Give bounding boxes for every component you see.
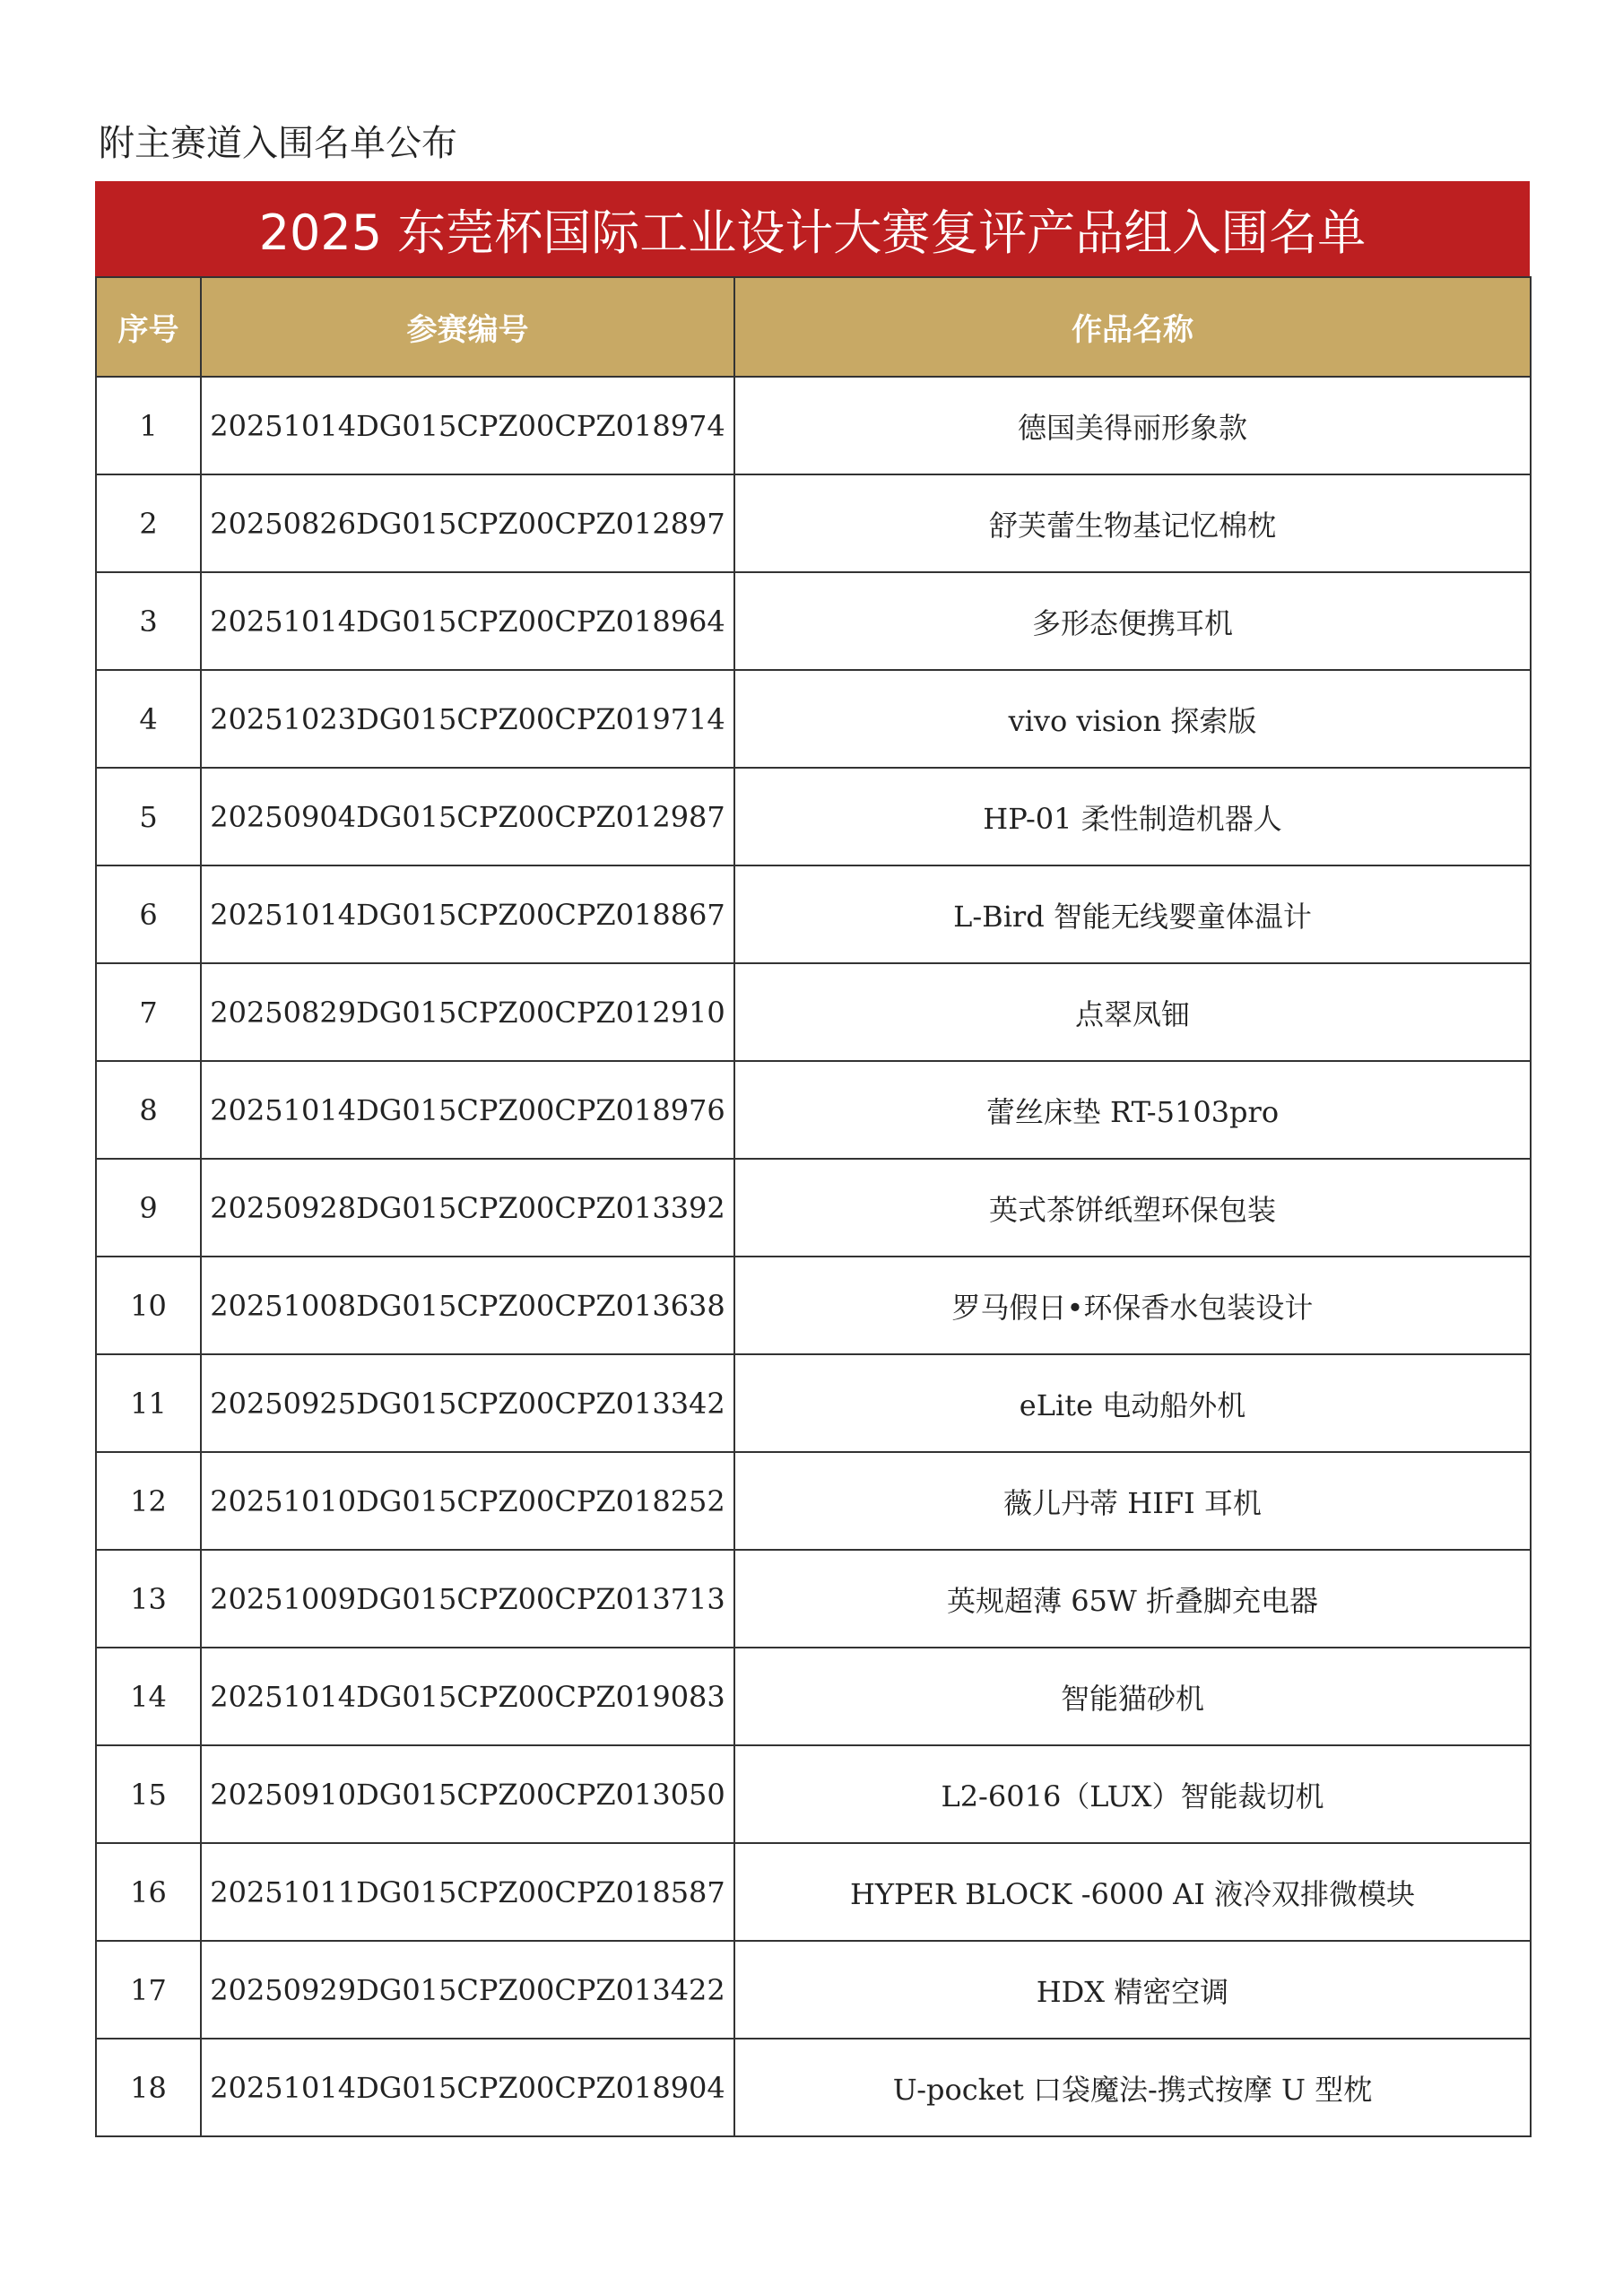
table-row (96, 1061, 1531, 1159)
entry-code: 20251014DG015CPZ00CPZ019083 (201, 1648, 734, 1745)
header-entry-code: 参赛编号 (201, 277, 734, 377)
work-name: 英规超薄 65W 折叠脚充电器 (734, 1550, 1531, 1648)
work-name: 罗马假日•环保香水包装设计 (734, 1257, 1531, 1354)
entry-code: 20250910DG015CPZ00CPZ013050 (201, 1745, 734, 1843)
entry-code: 20251010DG015CPZ00CPZ018252 (201, 1452, 734, 1550)
work-name: 英式茶饼纸塑环保包装 (734, 1159, 1531, 1257)
work-name: L2-6016（LUX）智能裁切机 (734, 1745, 1531, 1843)
table-header-row (96, 277, 1531, 377)
table-row (96, 2039, 1531, 2136)
row-index: 1 (96, 377, 201, 474)
row-index: 5 (96, 768, 201, 865)
entry-code: 20251023DG015CPZ00CPZ019714 (201, 670, 734, 768)
entry-code: 20250904DG015CPZ00CPZ012987 (201, 768, 734, 865)
entry-code: 20251011DG015CPZ00CPZ018587 (201, 1843, 734, 1941)
sheet-title: 2025 东莞杯国际工业设计大赛复评产品组入围名单 (95, 181, 1530, 276)
work-name: 德国美得丽形象款 (734, 377, 1531, 474)
header-work-name: 作品名称 (734, 277, 1531, 377)
table-row (96, 1354, 1531, 1452)
entry-code: 20251009DG015CPZ00CPZ013713 (201, 1550, 734, 1648)
table-row (96, 474, 1531, 572)
entry-code: 20251014DG015CPZ00CPZ018904 (201, 2039, 734, 2136)
entry-code: 20251008DG015CPZ00CPZ013638 (201, 1257, 734, 1354)
row-index: 16 (96, 1843, 201, 1941)
entry-code: 20251014DG015CPZ00CPZ018974 (201, 377, 734, 474)
table-row (96, 1843, 1531, 1941)
entry-code: 20251014DG015CPZ00CPZ018964 (201, 572, 734, 670)
work-name: 舒芙蕾生物基记忆棉枕 (734, 474, 1531, 572)
work-name: 点翠凤钿 (734, 963, 1531, 1061)
table-row (96, 572, 1531, 670)
work-name: L-Bird 智能无线婴童体温计 (734, 865, 1531, 963)
row-index: 11 (96, 1354, 201, 1452)
row-index: 18 (96, 2039, 201, 2136)
work-name: HDX 精密空调 (734, 1941, 1531, 2039)
work-name: 多形态便携耳机 (734, 572, 1531, 670)
row-index: 9 (96, 1159, 201, 1257)
table-row (96, 1159, 1531, 1257)
entry-code: 20250929DG015CPZ00CPZ013422 (201, 1941, 734, 2039)
table-row (96, 865, 1531, 963)
row-index: 2 (96, 474, 201, 572)
entry-code: 20250925DG015CPZ00CPZ013342 (201, 1354, 734, 1452)
row-index: 14 (96, 1648, 201, 1745)
finalist-sheet (95, 181, 1530, 2137)
row-index: 15 (96, 1745, 201, 1843)
work-name: 智能猫砂机 (734, 1648, 1531, 1745)
work-name: eLite 电动船外机 (734, 1354, 1531, 1452)
entry-code: 20251014DG015CPZ00CPZ018867 (201, 865, 734, 963)
entry-code: 20250928DG015CPZ00CPZ013392 (201, 1159, 734, 1257)
table-row (96, 1941, 1531, 2039)
work-name: 薇儿丹蒂 HIFI 耳机 (734, 1452, 1531, 1550)
table-row (96, 377, 1531, 474)
table-row (96, 670, 1531, 768)
table-row (96, 1452, 1531, 1550)
row-index: 4 (96, 670, 201, 768)
row-index: 6 (96, 865, 201, 963)
row-index: 8 (96, 1061, 201, 1159)
row-index: 10 (96, 1257, 201, 1354)
entry-code: 20250826DG015CPZ00CPZ012897 (201, 474, 734, 572)
entry-code: 20250829DG015CPZ00CPZ012910 (201, 963, 734, 1061)
table-row (96, 1745, 1531, 1843)
table-row (96, 1257, 1531, 1354)
intro-text: 附主赛道入围名单公布 (99, 123, 457, 164)
row-index: 13 (96, 1550, 201, 1648)
finalist-table (95, 276, 1532, 2137)
work-name: HYPER BLOCK -6000 AI 液冷双排微模块 (734, 1843, 1531, 1941)
row-index: 3 (96, 572, 201, 670)
work-name: U-pocket 口袋魔法-携式按摩 U 型枕 (734, 2039, 1531, 2136)
table-row (96, 963, 1531, 1061)
table-row (96, 1550, 1531, 1648)
row-index: 7 (96, 963, 201, 1061)
table-row (96, 1648, 1531, 1745)
row-index: 12 (96, 1452, 201, 1550)
row-index: 17 (96, 1941, 201, 2039)
work-name: vivo vision 探索版 (734, 670, 1531, 768)
table-row (96, 768, 1531, 865)
header-index: 序号 (96, 277, 201, 377)
work-name: 蕾丝床垫 RT-5103pro (734, 1061, 1531, 1159)
entry-code: 20251014DG015CPZ00CPZ018976 (201, 1061, 734, 1159)
work-name: HP-01 柔性制造机器人 (734, 768, 1531, 865)
